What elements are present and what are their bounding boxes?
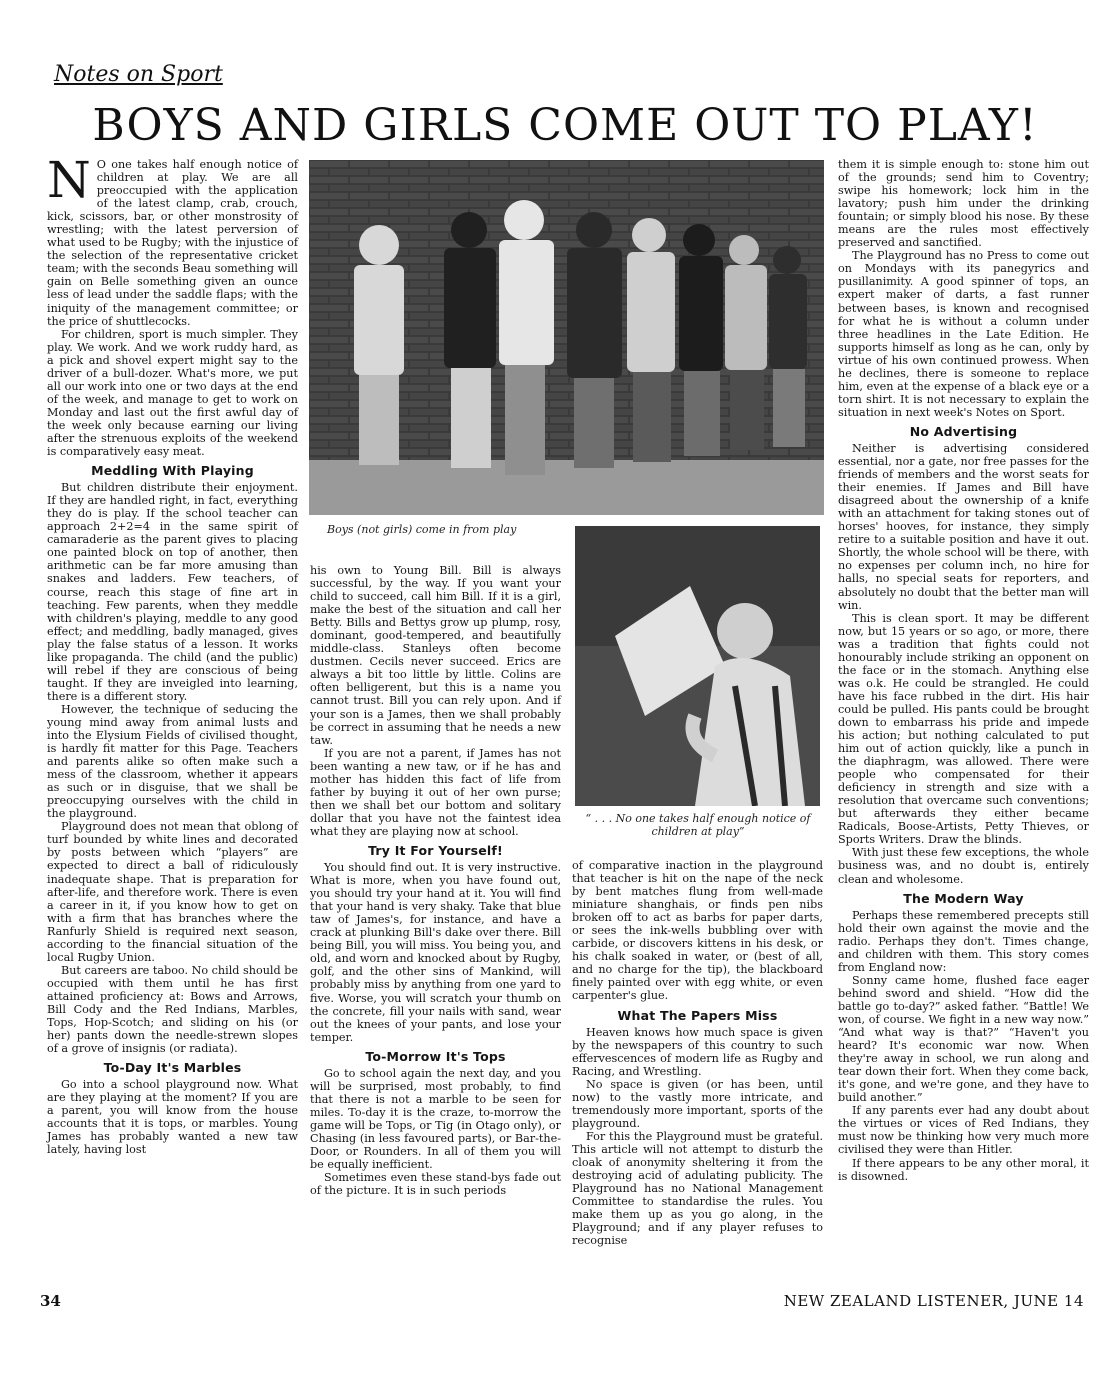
photo2-caption: “ . . . No one takes half enough notice of children at play” (585, 812, 811, 838)
subheading: No Advertising (909, 423, 1018, 439)
paragraph: But careers are taboo. No child should be occupied with them until he has first attained proficiency at: Bows and Arrows, Bill Cody and the Red Indians, Marbles, Tops, Hop-Scotch; and sliding on his (or her) pants down the needle-strewn slopes of a grove of insignis (or radiata). (47, 963, 298, 1056)
paragraph: Perhaps these remembered precepts still hold their own against the movie and the radio. Perhaps they don't. Times change, and children with them. This story comes from England now: (838, 908, 1089, 974)
paragraph: If you are not a parent, if James has not been wanting a new taw, or if he has and mother has hidden this fact of life from father by buying it out of her own purse; then we shall bet our bottom and solitary dollar that you have not the faintest idea what they are playing now at school. (310, 746, 561, 838)
photo-boys-against-wall (309, 160, 824, 515)
paragraph: No space is given (or has been, until now) to the vastly more intricate, and tremendously more important, sports of the playground. (572, 1077, 823, 1130)
paragraph: Go to school again the next day, and you will be surprised, most probably, to find that there is not a marble to be seen for miles. To-day it is the craze, to-morrow the game will be Tops, or Tig (in Otago only), or Chasing (in less favoured parts), or Bar-the-Door, or Rounders. In all of them you will be equally inefficient. (310, 1066, 561, 1172)
paragraph: The Playground has no Press to come out on Mondays with its panegyrics and pusillanimity. A good spinner of tops, an expert maker of darts, a fast runner between bases, is known and recognised for what he is without a column under three headlines in the Late Edition. He supports himself as long as he can, only by virtue of his own continued prowess. When he declines, there is someone to replace him, even at the expense of a black eye or a torn shirt. It is not necessary to explain the situation in next week's Notes on Sport. (838, 249, 1089, 419)
column-4 (838, 158, 1089, 1183)
paragraph: O one takes half enough notice of children at play. We are all preoccupied with the application of the latest clamp, crab, crouch, kick, scissors, bar, or other monstrosity of wrestling; with the latest perversion of what used to be Rugby; with the injustice of the selection of the representative cricket team; with the seconds Beau something will gain on Belle something given an ounce less of lead under the saddle flaps; with the iniquity of the management committee; or the price of shuttlecocks. (47, 158, 298, 328)
publication-line: NEW ZEALAND LISTENER, JUNE 14 (783, 1292, 1084, 1310)
paragraph: For this the Playground must be grateful. This article will not attempt to disturb the cloak of anonymity sheltering it from the destroying acid of adulating publicity. The Playground has no National Management Committee to standardise the rules. You make them up as you go along, in the Playground; and if any player refuses to recognise (572, 1129, 823, 1248)
paragraph: his own to Young Bill. Bill is always successful, by the way. If you want your child to succeed, call him Bill. If it is a girl, make the best of the situation and call her Betty. Bills and Bettys grow up plump, rosy, dominant, good-tempered, and beautifully middle-class. Stanleys often become dustmen. Cecils never succeed. Erics are always a bit too little by little. Colins are often belligerent, but this is a name you cannot trust. Bill you can rely upon. And if your son is a James, then we shall probably be correct in assuming that he needs a new taw. (310, 564, 561, 747)
subheading: Meddling With Playing (91, 463, 254, 479)
photo-boy-reading (575, 526, 820, 806)
column-1 (47, 151, 298, 1157)
headline: BOYS AND GIRLS COME OUT TO PLAY! (92, 100, 1038, 151)
paragraph: If any parents ever had any doubt about the virtues or vices of Red Indians, they must now be thinking how very much more civilised they were than Hitler. (838, 1104, 1089, 1157)
paragraph: If there appears to be any other moral, it is disowned. (838, 1156, 1089, 1183)
subheading: The Modern Way (903, 890, 1024, 906)
paragraph: However, the technique of seducing the young mind away from animal lusts and into the Elysium Fields of civilised thought, is hardly fit matter for this Page. Teachers and parents alike so often make such a mess of the classroom, whether it appears as such or in disguise, that we shall be preoccupying ourselves with the child in the playground. (47, 702, 298, 821)
drop-cap: N (47, 151, 91, 209)
subheading: What The Papers Miss (617, 1007, 778, 1023)
paragraph: them it is simple enough to: stone him out of the grounds; send him to Coventry; swipe his homework; lock him in the lavatory; push him under the drinking fountain; or simply blood his nose. By these means are the rules most effectively preserved and sanctified. (838, 158, 1089, 250)
paragraph: But children distribute their enjoyment. If they are handled right, in fact, everything they do is play. If the school teacher can approach 2+2=4 in the same spirit of camaraderie as the parent gives to placing one painted block on top of another, then arithmetic can be far more amusing than snakes and ladders. Few teachers, of course, reach this stage of fine art in teaching. Few parents, when they meddle with children's playing, meddle to any good effect; and meddling, badly managed, gives play the false status of a lesson. It works like propaganda. The child (and the public) will rebel if they are conscious of being taught. If they are inveigled into learning, there is a different story. (47, 481, 298, 703)
paragraph: Sonny came home, flushed face eager behind sword and shield. “How did the battle go to-day?” asked father. “Battle! We won, of course. We fight in a new way now.” “And what way is that?” “Haven't you heard? It's economic war now. When they're away in school, we run along and tear down their fort. When they come back, it's gone, and we're gone, and they have to build another.” (838, 973, 1089, 1105)
paragraph: Sometimes even these stand-bys fade out of the picture. It is in such periods (310, 1171, 561, 1198)
subheading: Try It For Yourself! (368, 842, 503, 858)
column-3 (572, 859, 823, 1247)
subheading: To-Day It's Marbles (103, 1060, 242, 1076)
paragraph: Go into a school playground now. What are they playing at the moment? If you are a parent, you will know from the house accounts that it is tops, or marbles. Young James has probably wanted a new taw lately, having lost (47, 1078, 298, 1157)
section-kicker: Notes on Sport (54, 62, 223, 87)
paragraph: For children, sport is much simpler. They play. We work. And we work ruddy hard, as a pick and shovel expert might say to the driver of a bull-dozer. What's more, we put all our work into one or two days at the end of the week, and manage to get to work on Monday and last out the first awful day of the week only because earning our living after the strenuous exploits of the weekend is comparatively easy meat. (47, 327, 298, 459)
paragraph: You should find out. It is very instructive. What is more, when you have found out, you should try your hand at it. You will find that your hand is very shaky. Take that blue taw of James's, for instance, and have a crack at plunking Bill's dake over there. Bill being Bill, you will miss. You being you, and old, and worn and knocked about by Rugby, golf, and the other sins of Mankind, will probably miss by anything from one yard to five. Worse, you will scratch your thumb on the concrete, fill your nails with sand, wear out the knees of your pants, and lose your temper. (310, 861, 561, 1044)
paragraph: Heaven knows how much space is given by the newspapers of this country to such effervescences of modern life as Rugby and Racing, and Wrestling. (572, 1025, 823, 1078)
paragraph: With just these few exceptions, the whole business was, and no doubt is, entirely clean and wholesome. (838, 846, 1089, 886)
column-2 (310, 564, 561, 1197)
paragraph: Neither is advertising considered essential, nor a gate, nor free passes for the friends of members and the worst seats for their enemies. If James and Bill have disagreed about the ownership of a knife with an attachment for taking stones out of horses' hooves, for instance, they simply retire to a suitable position and have it out. Shortly, the whole school will be there, with no expenses per column inch, no hire for halls, no special seats for reporters, and absolutely no doubt that the better man will win. (838, 441, 1089, 612)
page-number: 34 (40, 1292, 61, 1310)
paragraph: Playground does not mean that oblong of turf bounded by white lines and decorated by posts between which “players” are expected to direct a ball of ridiculously inadequate shape. That is preparation for after-life, and therefore work. There is even a career in it, if you know how to get on with a firm that has branches where the Ranfurly Shield is required next season, according to the financial situation of the local Rugby Union. (47, 820, 298, 964)
paragraph: This is clean sport. It may be different now, but 15 years or so ago, or more, there was a tradition that fights could not honourably include striking an opponent on the face or in the stomach. Anything else was o.k. He could be strangled. He could have his face rubbed in the dirt. His hair could be pulled. His pants could be brought down to embarrass his pride and impede his action; but nothing calculated to put him out of action quickly, like a punch in the diaphragm, was allowed. There were people who compensated for their deficiency in strength and size with a resolution that overcame such conventions; but afterwards they either became Radicals, Boose-Artists, Petty Thieves, or Sports Writers. Draw the blinds. (838, 611, 1089, 847)
subheading: To-Morrow It's Tops (365, 1048, 506, 1064)
paragraph: of comparative inaction in the playground that teacher is hit on the nape of the neck by bent matches flung from well-made miniature shanghais, or finds pen nibs broken off to act as barbs for paper darts, or sees the ink-wells bubbling over with carbide, or discovers kittens in his desk, or his chalk soaked in water, or (best of all, and no charge for the tip), the blackboard finely painted over with egg white, or even carpenter's glue. (572, 859, 823, 1003)
photo1-caption: Boys (not girls) come in from play (327, 523, 517, 536)
